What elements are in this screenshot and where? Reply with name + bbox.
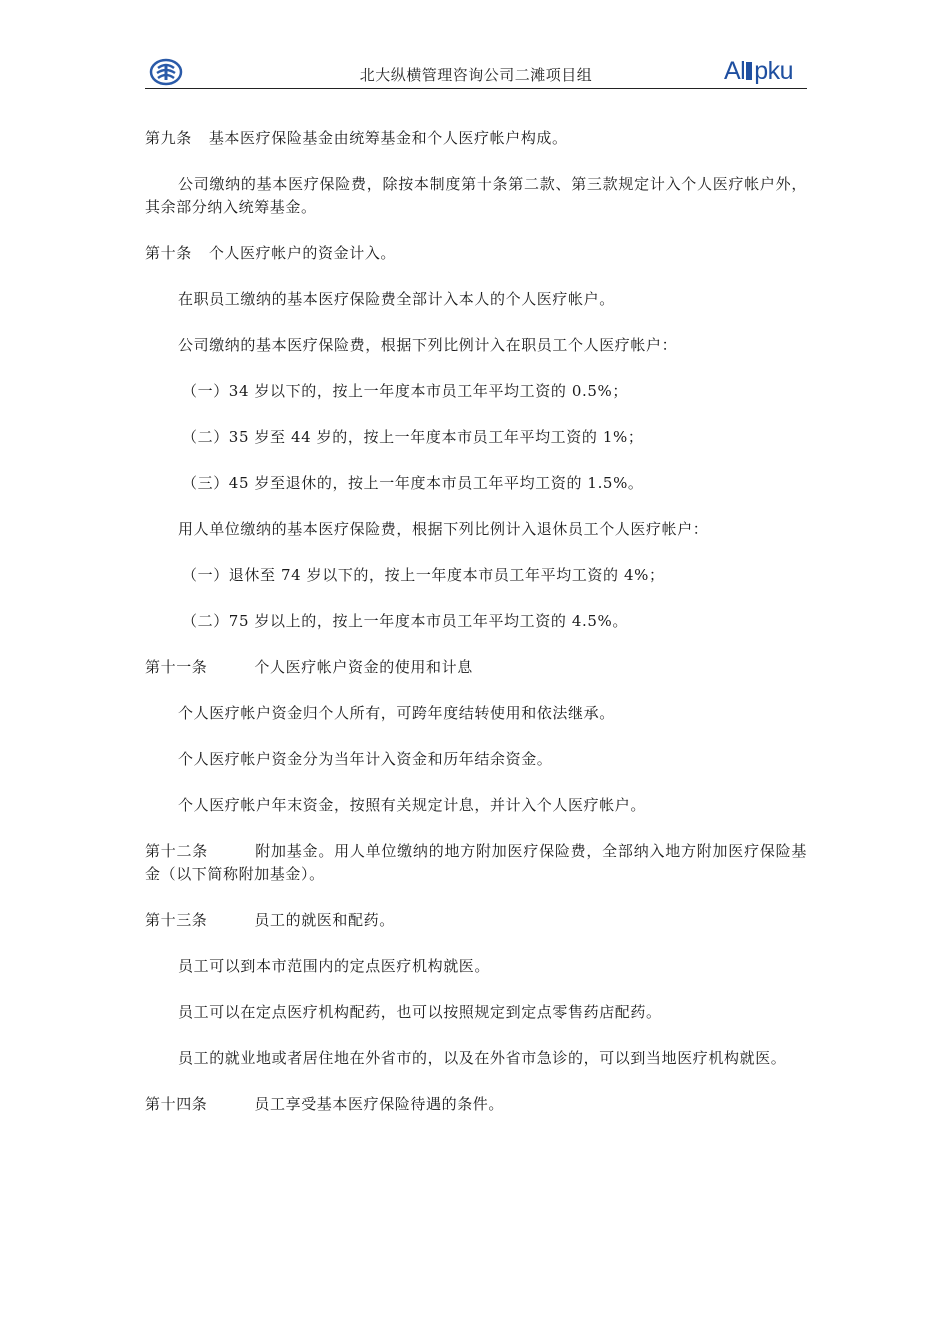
article-text: 员工的就医和配药。 bbox=[254, 911, 395, 929]
article-paragraph bbox=[145, 127, 807, 150]
list-item: （一）退休至 74 岁以下的，按上一年度本市员工年平均工资的 4%； bbox=[182, 566, 665, 584]
list-item: （二）35 岁至 44 岁的，按上一年度本市员工年平均工资的 1%； bbox=[182, 428, 644, 446]
page-header bbox=[145, 56, 807, 89]
article-paragraph bbox=[145, 909, 807, 932]
body-paragraph: 员工可以到本市范围内的定点医疗机构就医。 bbox=[178, 957, 491, 975]
article-paragraph bbox=[145, 656, 807, 679]
article-number: 第十二条 bbox=[145, 842, 209, 860]
list-item: （三）45 岁至退休的，按上一年度本市员工年平均工资的 1.5%。 bbox=[182, 474, 644, 492]
body-paragraph: 公司缴纳的基本医疗保险费，根据下列比例计入在职员工个人医疗帐户： bbox=[178, 336, 678, 354]
list-item: （一）34 岁以下的，按上一年度本市员工年平均工资的 0.5%； bbox=[182, 382, 628, 400]
article-number: 第九条 bbox=[145, 129, 192, 147]
article-paragraph bbox=[145, 1093, 807, 1116]
article-paragraph bbox=[145, 840, 807, 886]
article-paragraph bbox=[145, 242, 807, 265]
article-number: 第十四条 bbox=[145, 1095, 208, 1113]
header-title: 北大纵横管理咨询公司二滩项目组 bbox=[359, 66, 593, 84]
body-paragraph: 员工的就业地或者居住地在外省市的，以及在外省市急诊的，可以到当地医疗机构就医。 bbox=[178, 1049, 787, 1067]
logo-text-b: pku bbox=[754, 57, 793, 85]
body-paragraph: 个人医疗帐户资金分为当年计入资金和历年结余资金。 bbox=[178, 750, 553, 768]
body-paragraph: 在职员工缴纳的基本医疗保险费全部计入本人的个人医疗帐户。 bbox=[178, 290, 615, 308]
article-text: 个人医疗帐户资金的使用和计息 bbox=[254, 658, 473, 676]
article-text: 附加基金。用人单位缴纳的地方附加医疗保险费，全部纳入地方附加医疗保险基金（以下简称附加基金）。 bbox=[145, 842, 807, 883]
article-text: 基本医疗保险基金由统筹基金和个人医疗帐户构成。 bbox=[208, 129, 568, 147]
body-paragraph: 公司缴纳的基本医疗保险费，除按本制度第十条第二款、第三款规定计入个人医疗帐户外，其余部分纳入统筹基金。 bbox=[145, 175, 807, 216]
article-text: 员工享受基本医疗保险待遇的条件。 bbox=[254, 1095, 505, 1113]
logo-text-a: Al bbox=[723, 57, 746, 85]
alpku-logo bbox=[724, 58, 793, 84]
body-paragraph: 用人单位缴纳的基本医疗保险费，根据下列比例计入退休员工个人医疗帐户： bbox=[178, 520, 709, 538]
article-text: 个人医疗帐户的资金计入。 bbox=[208, 244, 397, 262]
logo-bar-icon bbox=[746, 62, 752, 80]
article-number: 第十条 bbox=[145, 244, 192, 262]
body-paragraph: 个人医疗帐户年末资金，按照有关规定计息，并计入个人医疗帐户。 bbox=[178, 796, 647, 814]
document-body bbox=[145, 127, 807, 1139]
list-item: （二）75 岁以上的，按上一年度本市员工年平均工资的 4.5%。 bbox=[182, 612, 628, 630]
body-paragraph: 个人医疗帐户资金归个人所有，可跨年度结转使用和依法继承。 bbox=[178, 704, 615, 722]
body-paragraph: 员工可以在定点医疗机构配药，也可以按照规定到定点零售药店配药。 bbox=[178, 1003, 662, 1021]
article-number: 第十一条 bbox=[145, 658, 208, 676]
article-number: 第十三条 bbox=[145, 911, 208, 929]
